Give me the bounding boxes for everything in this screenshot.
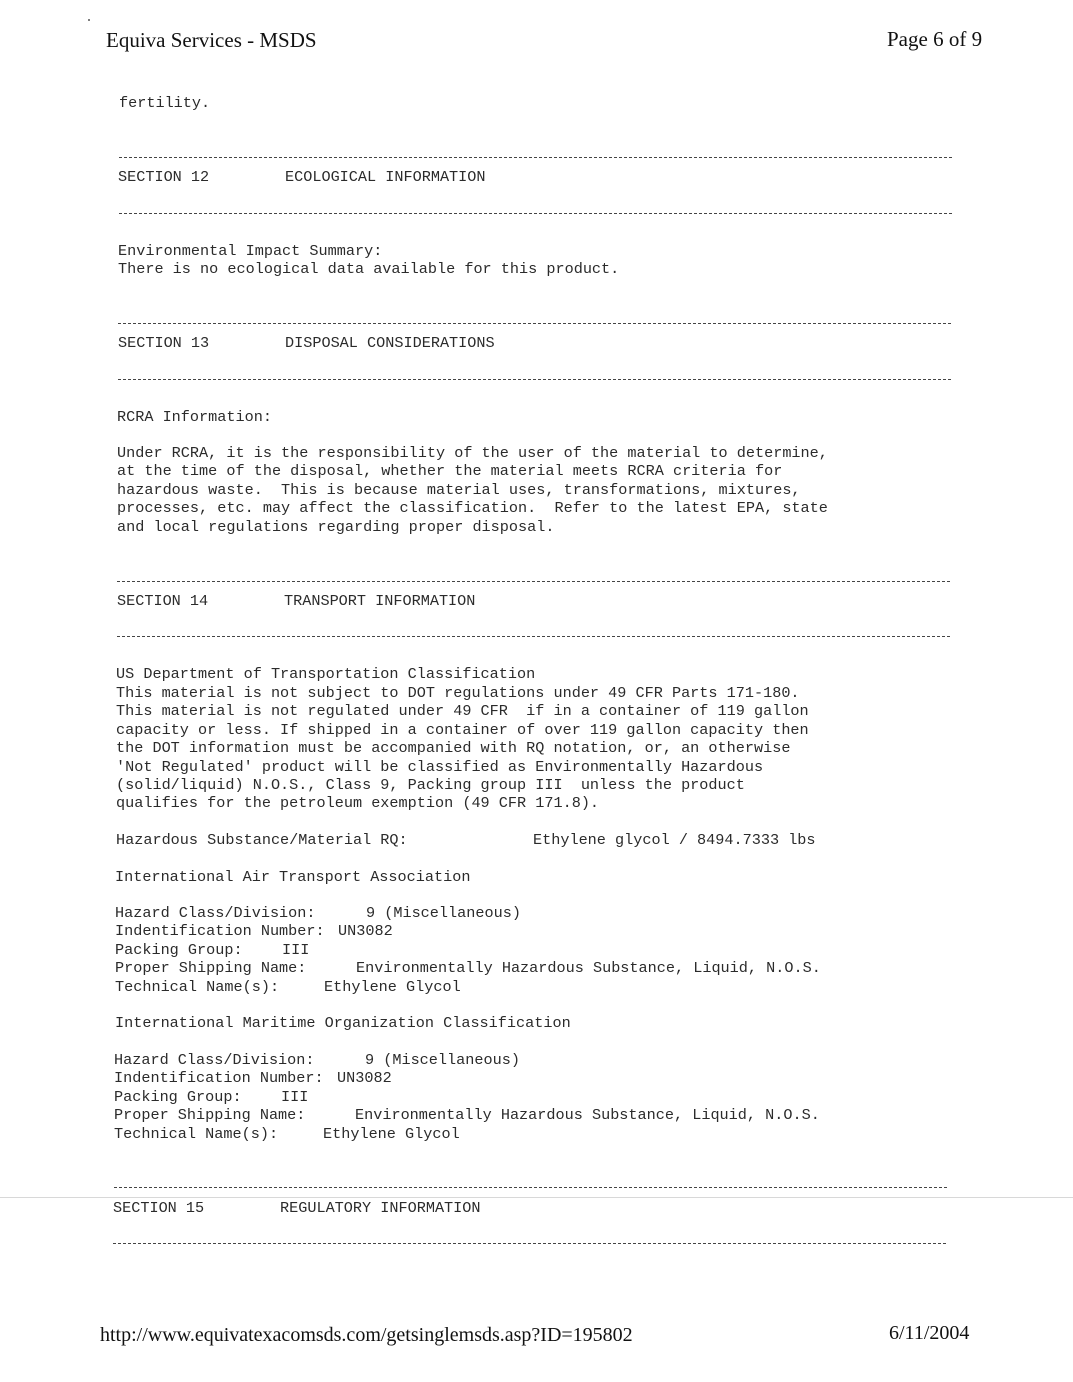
rcra-heading: RCRA Information: [117, 408, 272, 426]
rq-value: Ethylene glycol / 8494.7333 lbs [533, 831, 816, 849]
paragraph-line: capacity or less. If shipped in a container of over 119 gallon capacity then [116, 720, 809, 739]
carryover-text: fertility. [119, 94, 211, 112]
paragraph-line: (solid/liquid) N.O.S., Class 9, Packing group III unless the product [116, 776, 745, 795]
iata-details [115, 904, 821, 996]
section-divider [117, 581, 950, 582]
hazard-class-value: 9 (Miscellaneous) [365, 1051, 520, 1069]
paragraph-line: and local regulations regarding proper disposal. [117, 517, 555, 536]
paragraph-line: processes, etc. may affect the classification. Refer to the latest EPA, state [117, 499, 828, 518]
packing-group-value: III [282, 940, 310, 959]
document-header-title: Equiva Services - MSDS [106, 28, 317, 52]
section-divider [119, 213, 952, 214]
technical-name-value: Ethylene Glycol [323, 1124, 460, 1143]
packing-group-value: III [281, 1087, 309, 1106]
section-divider [119, 157, 952, 158]
section-number: SECTION 15 [113, 1199, 205, 1217]
shipping-name-row [114, 1106, 820, 1124]
shipping-name-label: Proper Shipping Name: [114, 1106, 306, 1125]
hazard-class-row [115, 904, 821, 922]
technical-name-label: Technical Name(s): [115, 977, 280, 996]
section-divider [117, 636, 950, 637]
rq-row [116, 831, 816, 849]
imo-heading: International Maritime Organization Classification [115, 1014, 571, 1032]
id-number-row [115, 922, 821, 940]
section-15-heading [113, 1199, 481, 1217]
hazard-class-label: Hazard Class/Division: [114, 1051, 315, 1069]
rq-label: Hazardous Substance/Material RQ: [116, 831, 408, 849]
id-number-value: UN3082 [338, 922, 393, 941]
paragraph-line: This material is not subject to DOT regulations under 49 CFR Parts 171-180. [116, 684, 800, 702]
print-date: 6/11/2004 [889, 1322, 970, 1344]
scan-speck [88, 19, 90, 21]
technical-name-value: Ethylene Glycol [324, 977, 461, 996]
hazard-class-value: 9 (Miscellaneous) [366, 904, 521, 922]
page-number: Page 6 of 9 [887, 27, 983, 51]
section-title: DISPOSAL CONSIDERATIONS [285, 334, 495, 352]
section-title: TRANSPORT INFORMATION [284, 592, 476, 610]
id-number-row [114, 1069, 820, 1087]
iata-heading: International Air Transport Association [115, 868, 471, 886]
section-title: ECOLOGICAL INFORMATION [285, 168, 486, 186]
packing-group-label: Packing Group: [114, 1087, 242, 1106]
section-title: REGULATORY INFORMATION [280, 1199, 481, 1217]
ecological-data-text: There is no ecological data available for this product. [118, 260, 620, 278]
scan-artifact-line [0, 1197, 1073, 1198]
hazard-class-row [114, 1051, 820, 1069]
section-divider [114, 1187, 947, 1188]
source-url: http://www.equivatexacomsds.com/getsinglemsds.asp?ID=195802 [100, 1324, 633, 1346]
section-divider [118, 379, 951, 380]
id-number-value: UN3082 [337, 1069, 392, 1088]
hazard-class-label: Hazard Class/Division: [115, 904, 316, 922]
section-14-heading [117, 592, 475, 610]
rcra-paragraph [117, 444, 828, 536]
technical-name-label: Technical Name(s): [114, 1124, 279, 1143]
shipping-name-value: Environmentally Hazardous Substance, Liquid, N.O.S. [355, 1106, 820, 1125]
id-number-label: Indentification Number: [114, 1069, 324, 1088]
shipping-name-value: Environmentally Hazardous Substance, Liquid, N.O.S. [356, 959, 821, 978]
paragraph-line: at the time of the disposal, whether the material meets RCRA criteria for [117, 462, 783, 481]
paragraph-line: the DOT information must be accompanied with RQ notation, or, an otherwise [116, 739, 791, 758]
section-number: SECTION 14 [117, 592, 209, 610]
shipping-name-label: Proper Shipping Name: [115, 959, 307, 978]
environmental-impact-heading: Environmental Impact Summary: [118, 242, 383, 260]
shipping-name-row [115, 959, 821, 977]
imo-details [114, 1051, 820, 1143]
dot-heading: US Department of Transportation Classification [116, 665, 536, 683]
technical-name-row [114, 1125, 820, 1143]
section-divider [118, 323, 951, 324]
packing-group-row [114, 1088, 820, 1106]
paragraph-line: hazardous waste. This is because material uses, transformations, mixtures, [117, 480, 801, 499]
id-number-label: Indentification Number: [115, 922, 325, 941]
technical-name-row [115, 978, 821, 996]
paragraph-line: This material is not regulated under 49 CFR if in a container of 119 gallon [116, 702, 809, 721]
section-13-heading [118, 334, 495, 352]
paragraph-line: 'Not Regulated' product will be classified as Environmentally Hazardous [116, 757, 764, 776]
paragraph-line: Under RCRA, it is the responsibility of the user of the material to determine, [117, 444, 828, 462]
section-12-heading [118, 168, 486, 186]
dot-paragraph [116, 684, 809, 813]
section-number: SECTION 12 [118, 168, 210, 186]
section-number: SECTION 13 [118, 334, 210, 352]
paragraph-line: qualifies for the petroleum exemption (49 CFR 171.8). [116, 794, 600, 813]
packing-group-row [115, 941, 821, 959]
packing-group-label: Packing Group: [115, 940, 243, 959]
section-divider [113, 1243, 946, 1244]
